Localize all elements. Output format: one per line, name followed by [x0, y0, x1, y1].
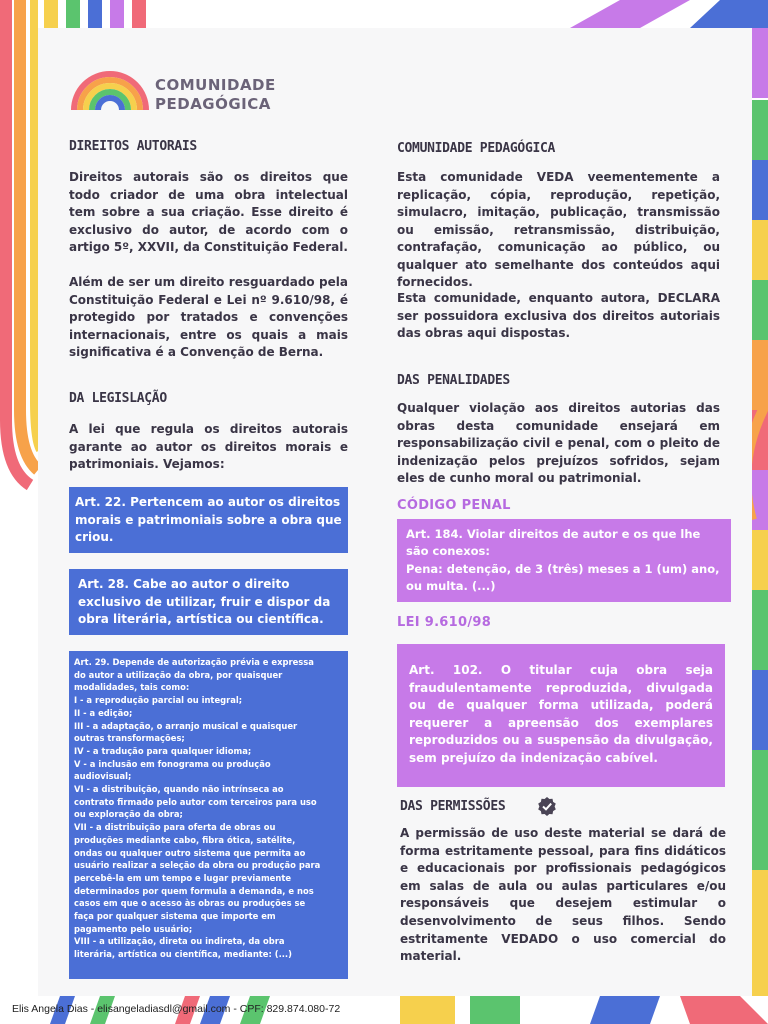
art29-line: VIII - a utilização, direta ou indireta, da obra [74, 936, 285, 947]
art29-line: literária, artística ou científica, mediante: (...) [74, 949, 292, 960]
art29-line: III - a adaptação, o arranjo musical e quaisquer [74, 720, 298, 731]
art29-line: I - a reprodução parcial ou integral; [74, 695, 243, 706]
comunidade-paragraph-2: Esta comunidade, enquanto autora, DECLARA ser possuidora exclusiva dos direitos autoriais das obras aqui dispostas. [397, 291, 720, 340]
art184-pena: Pena: detenção, de 3 (três) meses a 1 (um) ano, ou multa. (...) [406, 561, 720, 593]
art29-line: contrato firmado pelo autor com terceiros para uso [74, 796, 317, 807]
brand-line-1: COMUNIDADE [155, 76, 276, 94]
art29-line: casos em que o acesso às obras ou produções se [74, 898, 306, 909]
art29-line: faça por qualquer sistema que importe em [74, 911, 276, 922]
art29-line: outras transformações; [74, 733, 185, 744]
comunidade-heading: COMUNIDADE PEDAGÓGICA [397, 141, 556, 156]
art29-line: determinados por quem formula a demanda, e nos [74, 885, 314, 896]
art29-line: V - a inclusão em fonograma ou produção [74, 758, 271, 769]
legislacao-paragraph: A lei que regula os direitos autorais garante ao autor os direitos morais e patrimoniais. Vejamos: [69, 422, 348, 471]
lei-label: LEI 9.610/98 [397, 615, 492, 630]
penalidades-paragraph: Qualquer violação aos direitos autorias das obras desta comunidade ensejará em responsabilização civil e penal, com o pleito de indenização pelos prejuízos sofridos, sejam eles de cunho moral ou patrimonial. [397, 401, 720, 485]
codigo-penal-label: CÓDIGO PENAL [397, 498, 511, 513]
art29-line: produções mediante cabo, fibra ótica, satélite, [74, 834, 296, 845]
brand-line-2: PEDAGÓGICA [155, 95, 271, 113]
comunidade-paragraph-1: Esta comunidade VEDA veementemente a replicação, cópia, reprodução, repetição, simulacro, imitação, publicação, transmissão ou emissão, retransmissão, distribuição, contrafação, comunicação ao público, ou qualquer ato semelhante dos conteúdos aqui fornecidos. [397, 170, 720, 289]
art29-line: ou exploração da obra; [74, 809, 183, 820]
direitos-autorais-heading: DIREITOS AUTORAIS [69, 139, 197, 154]
art29-line: usuário realizar a seleção da obra ou produção para [74, 860, 321, 871]
penalidades-heading: DAS PENALIDADES [397, 373, 510, 388]
art29-line: VI - a distribuição, quando não intrínseca ao [74, 784, 284, 795]
art29-line: VII - a distribuição para oferta de obras ou [74, 822, 276, 833]
footer-text: Elis Angela Dias - elisangeladiasdl@gmail.com - CPF: 829.874.080-72 [12, 1003, 341, 1015]
art22-box: Art. 22. Pertencem ao autor os direitos morais e patrimoniais sobre a obra que criou. [69, 487, 348, 553]
permissoes-paragraph: A permissão de uso deste material se dará de forma estritamente pessoal, para fins didáticos e educacionais por profissionais pedagógicos em salas de aula ou aulas particulares e/ou responsáveis que desejem estimular o desenvolvimento de seus filhos. Sendo estritamente VEDADO o uso comercial do material. [400, 826, 726, 964]
art29-line: Art. 29. Depende de autorização prévia e expressa [74, 657, 314, 667]
direitos-paragraph-1: Direitos autorais são os direitos que todo criador de uma obra intelectual tem sobre a sua criação. Esse direito é exclusivo do autor, de acordo com o artigo 5º, XXVII, da Constituição Federal. [69, 170, 348, 254]
art102-box: Art. 102. O titular cuja obra seja fraudulentamente reproduzida, divulgada ou de qualquer forma utilizada, poderá requerer a apreensão dos exemplares reproduzidos ou a suspensão da divulgação, sem prejuízo da indenização cabível. [397, 644, 725, 787]
art29-line: IV - a tradução para qualquer idioma; [74, 745, 252, 756]
art184-box [397, 519, 731, 602]
art29-box [69, 651, 348, 979]
art29-line: pagamento pelo usuário; [74, 923, 193, 934]
art29-line: do autor a utilização da obra, por quaisquer [74, 669, 283, 680]
art28-box: Art. 28. Cabe ao autor o direito exclusivo de utilizar, fruir e dispor da obra literária, artística ou científica. [69, 569, 348, 635]
brand-logo-text [155, 76, 276, 114]
art184-text: Art. 184. Violar direitos de autor e os que lhe são conexos: [406, 527, 701, 559]
legislacao-heading: DA LEGISLAÇÃO [69, 391, 167, 406]
art29-line: ondas ou qualquer outro sistema que permita ao [74, 847, 306, 858]
art29-line: percebê-la em um tempo e lugar previamente [74, 872, 292, 883]
direitos-paragraph-2: Além de ser um direito resguardado pela Constituição Federal e Lei nº 9.610/98, é protegido por tratados e convenções internacionais, entre os quais a mais significativa é a Convenção de Berna. [69, 275, 348, 359]
verified-check-icon [537, 796, 557, 816]
permissoes-heading: DAS PERMISSÕES [400, 799, 506, 814]
left-rainbow-arcs [6, 0, 40, 485]
art29-line: audiovisual; [74, 771, 132, 782]
art29-line: modalidades, tais como: [74, 682, 190, 693]
art29-line: II - a edição; [74, 707, 133, 718]
